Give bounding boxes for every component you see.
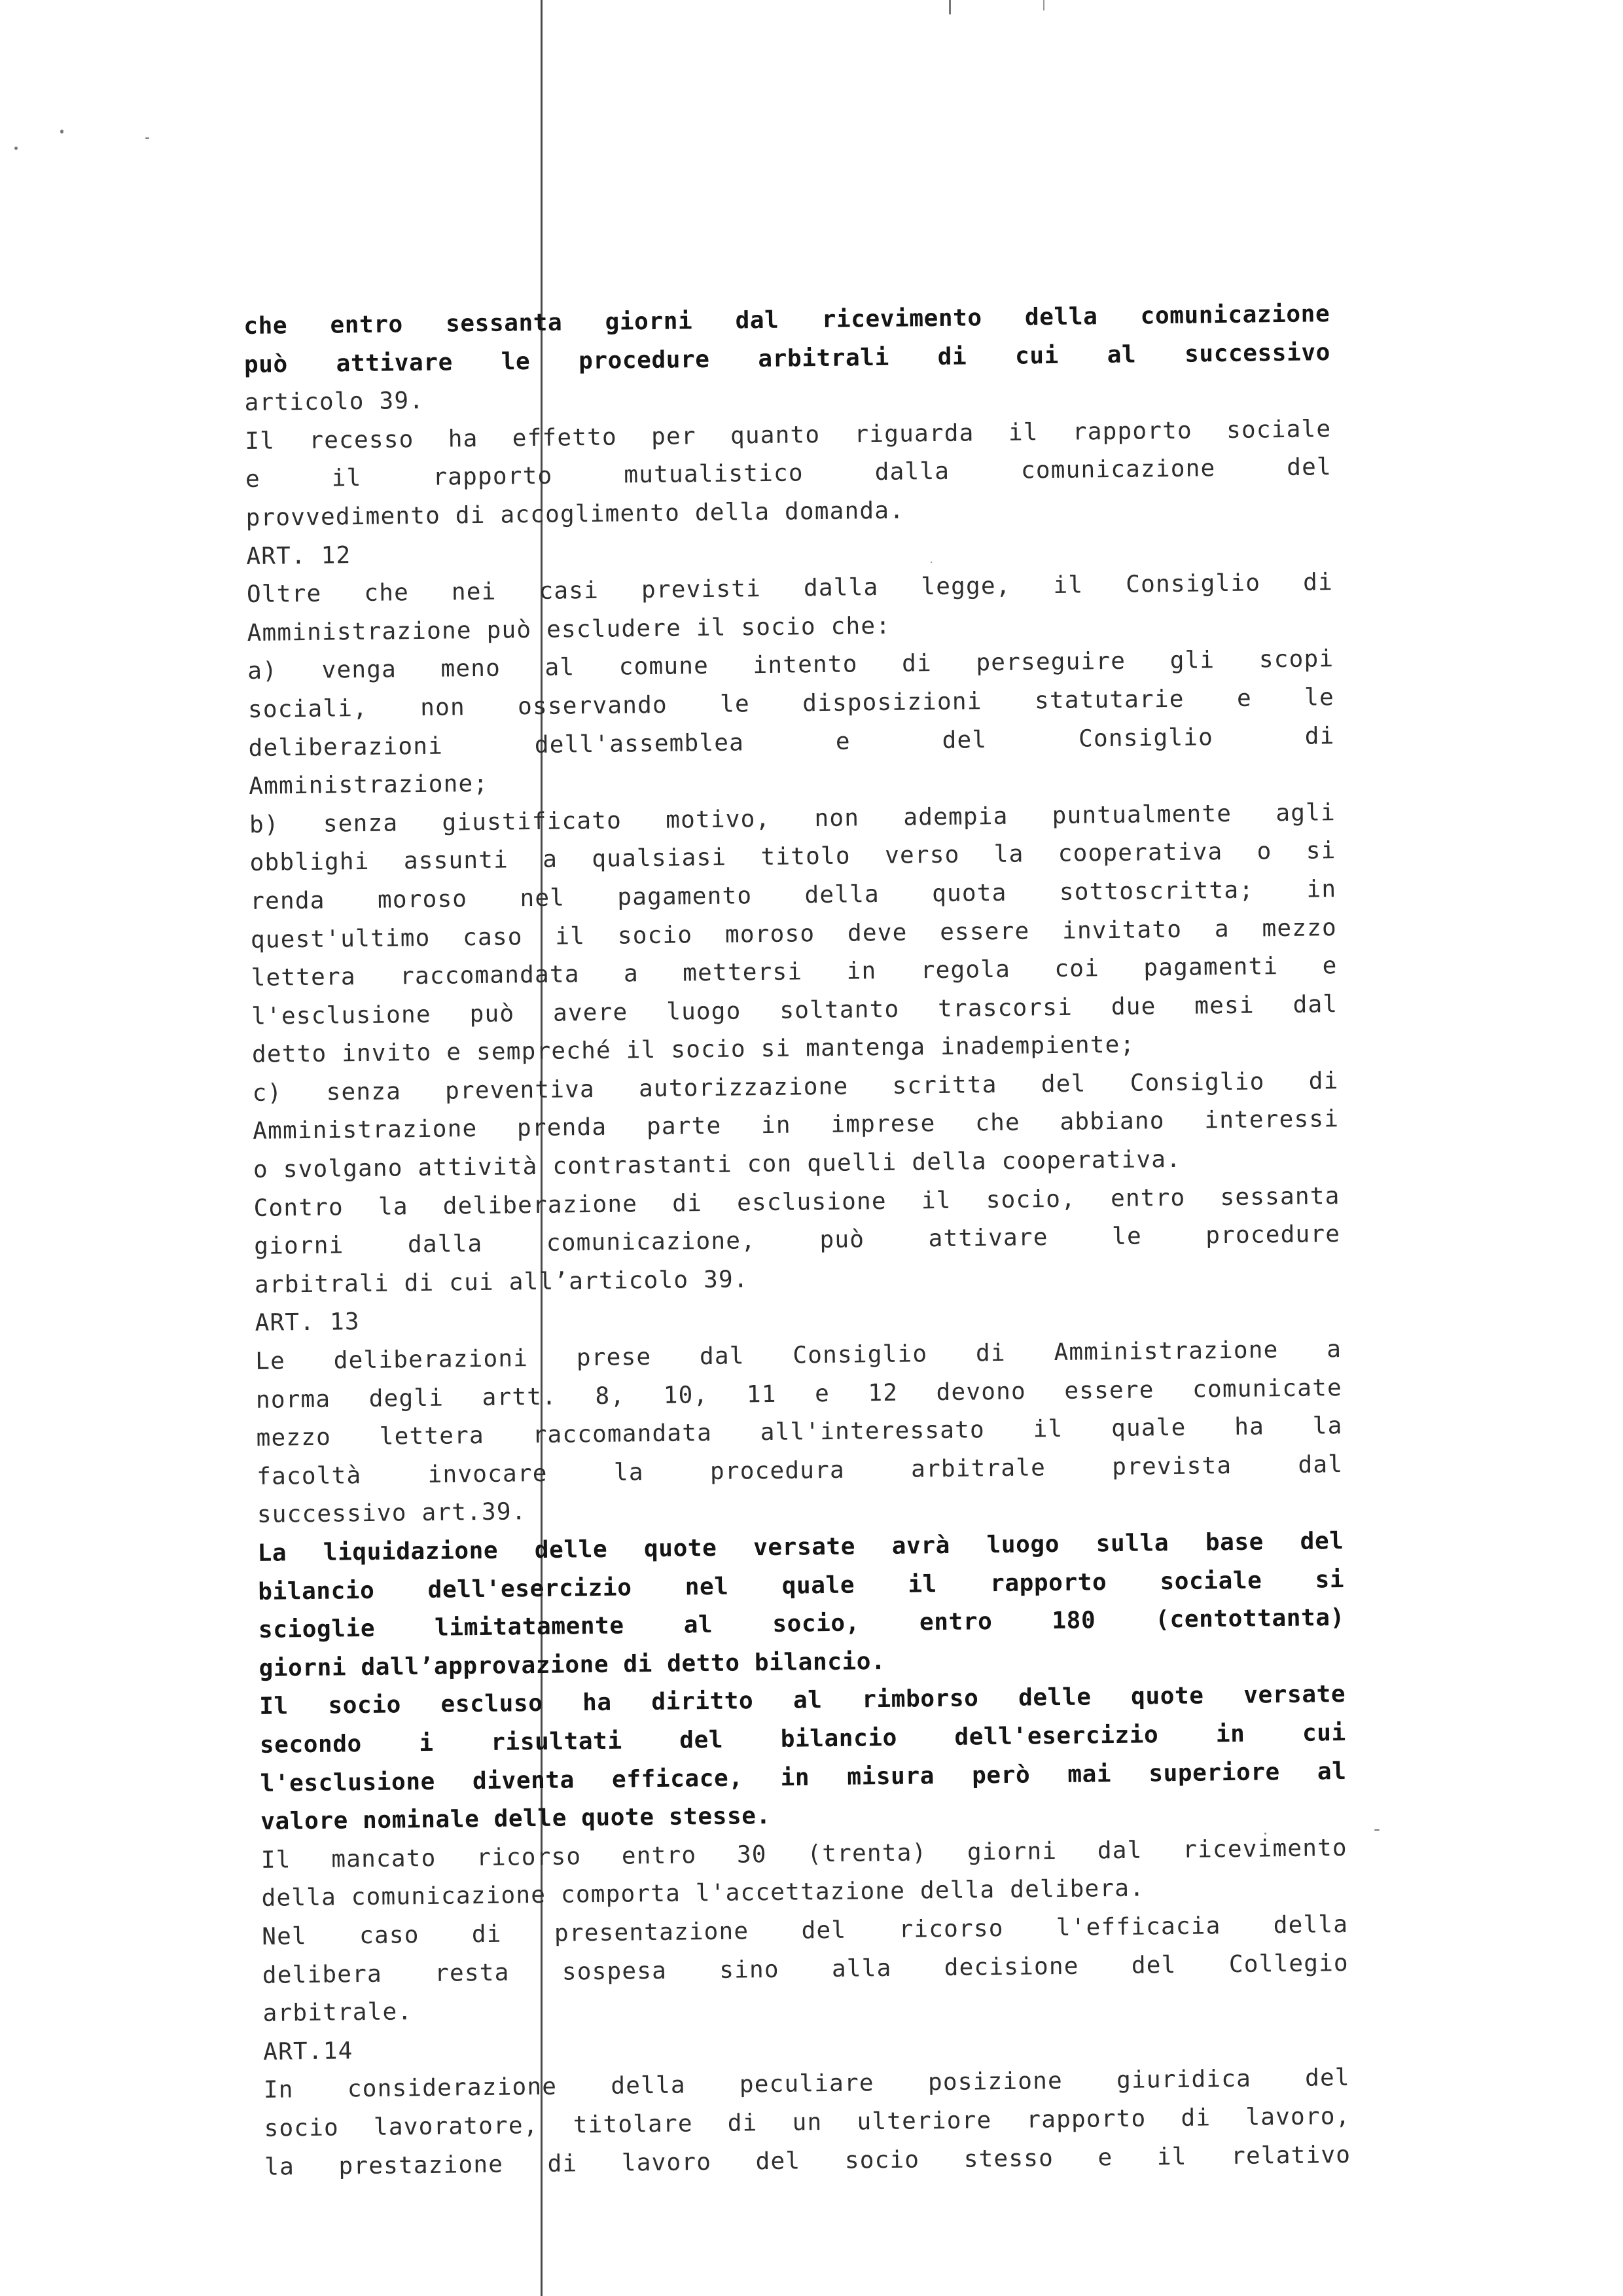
text-line: c) senza preventiva autorizzazione scritta del Consiglio di [252, 1067, 1339, 1107]
text-line: secondo i risultati del bilancio dell'esercizio in cui [259, 1719, 1347, 1759]
text-line: la prestazione di lavoro del socio stesso e il relativo [264, 2141, 1351, 2181]
text-line: bilancio dell'esercizio nel quale il rapporto sociale si [258, 1566, 1345, 1605]
text-line: Amministrazione può escludere il socio che: [247, 612, 891, 647]
text-line: Le deliberazioni prese dal Consiglio di Amministrazione a [255, 1336, 1342, 1375]
text-line: quest'ultimo caso il socio moroso deve essere invitato a mezzo [250, 914, 1338, 954]
text-line: l'esclusione può avere luogo soltanto trascorsi due mesi dal [251, 990, 1338, 1030]
text-line: facoltà invocare la procedura arbitrale prevista dal [257, 1450, 1344, 1490]
text-line: Amministrazione prenda parte in imprese che abbiano interessi [253, 1105, 1340, 1145]
text-line: giorni dalla comunicazione, può attivare le procedure [254, 1221, 1341, 1261]
text-line: Contro la deliberazione di esclusione il socio, entro sessanta [253, 1182, 1340, 1222]
text-line: delibera resta sospesa sino alla decisione del Collegio [262, 1949, 1349, 1989]
text-line: mezzo lettera raccomandata all'interessato il quale ha la [256, 1412, 1343, 1452]
scan-speck [14, 147, 18, 150]
text-line: o svolgano attività contrastanti con quelli della cooperativa. [253, 1145, 1182, 1183]
text-line: Il mancato ricorso entro 30 (trenta) giorni dal ricevimento [260, 1834, 1348, 1874]
text-line: norma degli artt. 8, 10, 11 e 12 devono essere comunicate [255, 1374, 1343, 1414]
text-line: In considerazione della peculiare posizione giuridica del [263, 2064, 1351, 2104]
scan-speck [60, 130, 63, 134]
text-line: arbitrali di cui all’articolo 39. [254, 1266, 749, 1299]
text-line: l'esclusione diventa efficace, in misura però mai superiore al [260, 1757, 1347, 1797]
text-line: sociali, non osservando le disposizioni statutarie e le [247, 684, 1335, 723]
text-line: arbitrale. [262, 1998, 413, 2027]
text-line: che entro sessanta giorni dal ricevimento della comunicazione [243, 300, 1330, 340]
scan-speck [1374, 1829, 1380, 1831]
text-line: può attivare le procedure arbitrali di cui al successivo [243, 338, 1331, 378]
text-line: deliberazioni dell'assemblea e del Consiglio di [248, 722, 1335, 762]
text-line: scioglie limitatamente al socio, entro 180 (centottanta) [258, 1604, 1346, 1644]
scan-artifact-top-mark [1043, 0, 1044, 10]
article-heading: ART.14 [263, 2037, 353, 2066]
text-line: obblighi assunti a qualsiasi titolo verso la cooperativa o si [249, 837, 1336, 877]
text-line: della comunicazione comporta l'accettazione della delibera. [261, 1874, 1145, 1912]
text-line: articolo 39. [244, 387, 425, 417]
text-line: lettera raccomandata a mettersi in regola coi pagamenti e [251, 952, 1338, 992]
text-line: provvedimento di accoglimento della domanda. [245, 497, 905, 531]
text-line: successivo art.39. [257, 1498, 527, 1529]
article-heading: ART. 12 [246, 541, 351, 570]
text-line: e il rapporto mutualistico dalla comunicazione del [245, 454, 1332, 493]
text-line: Amministrazione; [249, 770, 489, 800]
text-line: a) venga meno al comune intento di perseguire gli scopi [247, 645, 1334, 685]
scan-artifact-top-mark [949, 0, 951, 14]
scan-speck [145, 137, 149, 139]
article-heading: ART. 13 [255, 1308, 360, 1337]
text-line: Il recesso ha effetto per quanto riguarda il rapporto sociale [245, 415, 1332, 455]
text-line: b) senza giustificato motivo, non adempia puntualmente agli [249, 798, 1336, 838]
text-line: Il socio escluso ha diritto al rimborso delle quote versate [259, 1681, 1346, 1721]
text-line: valore nominale delle quote stesse. [260, 1803, 772, 1836]
text-line: La liquidazione delle quote versate avrà luogo sulla base del [257, 1528, 1344, 1567]
text-line: Nel caso di presentazione del ricorso l'efficacia della [262, 1910, 1349, 1950]
text-line: socio lavoratore, titolare di un ulteriore rapporto di lavoro, [264, 2102, 1351, 2142]
text-line: giorni dall’approvazione di detto bilancio. [259, 1647, 886, 1682]
text-line: Oltre che nei casi previsti dalla legge, il Consiglio di [246, 569, 1334, 609]
text-line: detto invito e sempreché il socio si mantenga inadempiente; [251, 1031, 1135, 1069]
text-line: renda moroso nel pagamento della quota sottoscritta; in [250, 876, 1337, 915]
document-body [243, 295, 1351, 2187]
